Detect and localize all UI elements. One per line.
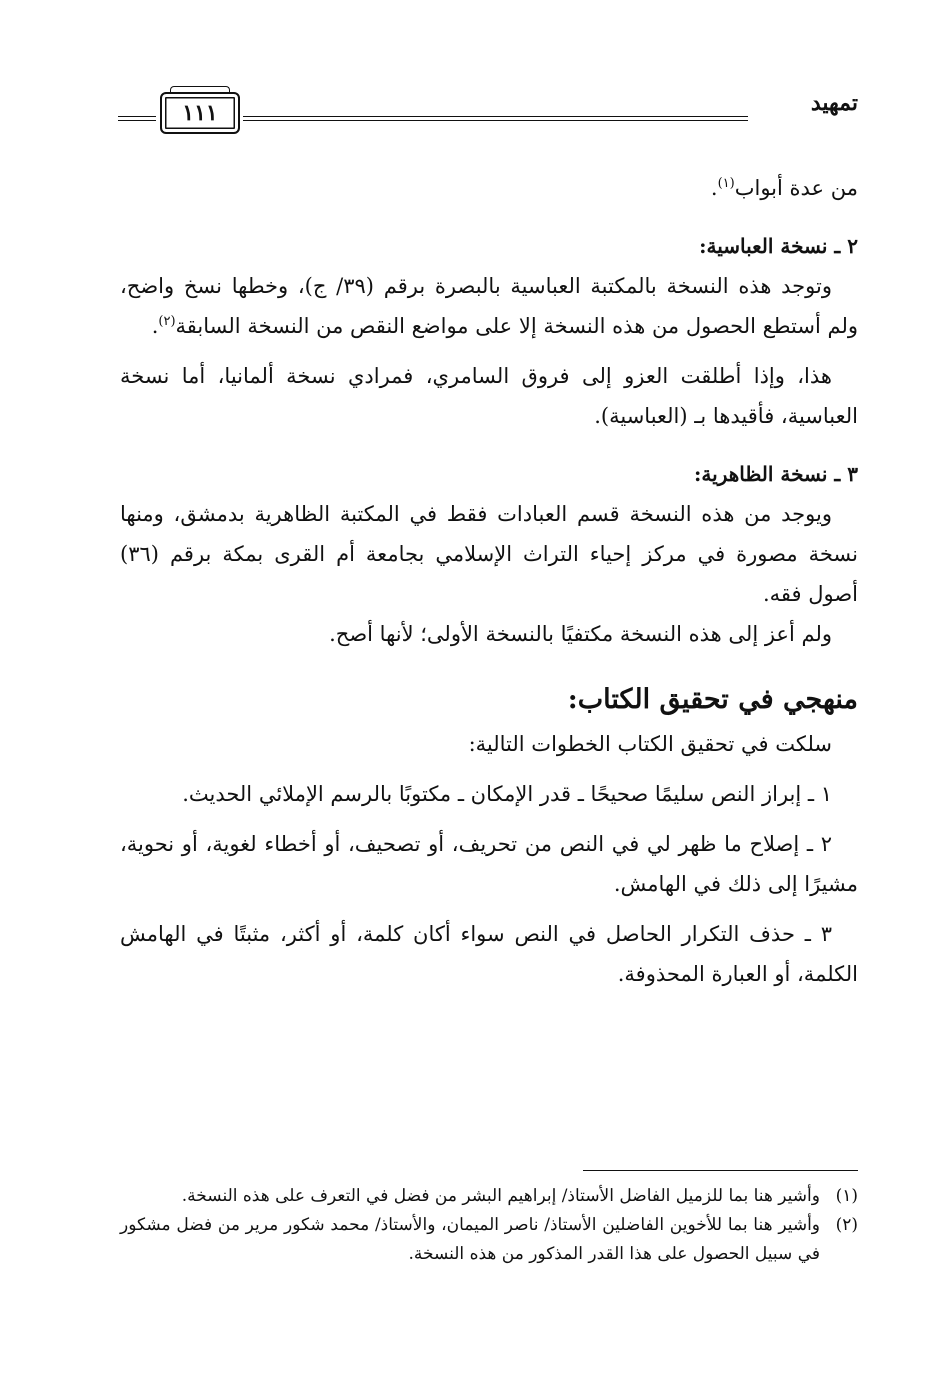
page-number-frame	[160, 92, 240, 134]
footnote-text: وأشير هنا بما للزميل الفاضل الأستاذ/ إبراهيم البشر من فضل في التعرف على هذه النسخة.	[181, 1186, 820, 1206]
footnotes	[120, 1170, 858, 1269]
section-heading-abbasiya: ٢ ـ نسخة العباسية:	[699, 234, 858, 258]
footnote	[120, 1182, 858, 1211]
section-heading-zahiriya: ٣ ـ نسخة الظاهرية:	[694, 462, 858, 486]
method-heading: منهجي في تحقيق الكتاب:	[567, 684, 858, 715]
paragraph: هذا، وإذا أطلقت العزو إلى فروق السامري، فمرادي نسخة ألمانيا، أما نسخة العباسية، فأقيدها بـ (العباسية).	[120, 364, 858, 428]
paragraph: ويوجد من هذه النسخة قسم العبادات فقط في المكتبة الظاهرية بدمشق، ومنها نسخة مصورة في مركز إحياء التراث الإسلامي بجامعة أم القرى بمكة برقم (٣٦) أصول فقه.	[120, 502, 858, 606]
footnote	[120, 1211, 858, 1269]
paragraph: وتوجد هذه النسخة بالمكتبة العباسية بالبصرة برقم (٣٩/ ج)، وخطها نسخ واضح، ولم أستطع الحصول من هذه النسخة إلا على مواضع النقص من النسخة السابقة$^{(٢)}$.	[120, 274, 858, 338]
list-item: ١ ـ إبراز النص سليمًا صحيحًا ـ قدر الإمكان ـ مكتوبًا بالرسم الإملائي الحديث.	[182, 782, 832, 806]
header-rule	[243, 116, 748, 121]
footnote-text: وأشير هنا بما للأخوين الفاضلين الأستاذ/ ناصر الميمان، والأستاذ/ محمد شكور مرير من فضل مشكور في سبيل الحصول على هذا القدر المذكور من هذه النسخة.	[120, 1215, 820, 1264]
footnote-ref-1: (١)	[717, 176, 735, 191]
footnote-ref-2: (٢)	[158, 314, 176, 329]
running-title: تمهيد	[810, 90, 858, 116]
header-rule-short	[118, 116, 156, 121]
frame-ornament	[170, 86, 230, 93]
list-item: ٢ ـ إصلاح ما ظهر لي في النص من تحريف، أو تصحيف، أو أخطاء لغوية، أو نحوية، مشيرًا إلى ذلك في الهامش.	[120, 832, 858, 896]
paragraph: ولم أعز إلى هذه النسخة مكتفيًا بالنسخة الأولى؛ لأنها أصح.	[329, 622, 832, 646]
intro-line: من عدة أبواب$^{(١)}$.	[710, 176, 858, 200]
list-item: ٣ ـ حذف التكرار الحاصل في النص سواء أكان كلمة، أو أكثر، مثبتًا في الهامش الكلمة، أو العبارة المحذوفة.	[120, 922, 858, 986]
page-number: ١١١	[182, 100, 218, 126]
footnote-number: (١)	[835, 1186, 858, 1206]
footnote-number: (٢)	[835, 1215, 858, 1235]
footnote-separator	[583, 1170, 858, 1171]
main-text	[120, 168, 858, 994]
paragraph: سلكت في تحقيق الكتاب الخطوات التالية:	[468, 732, 832, 756]
page-header	[118, 86, 858, 134]
